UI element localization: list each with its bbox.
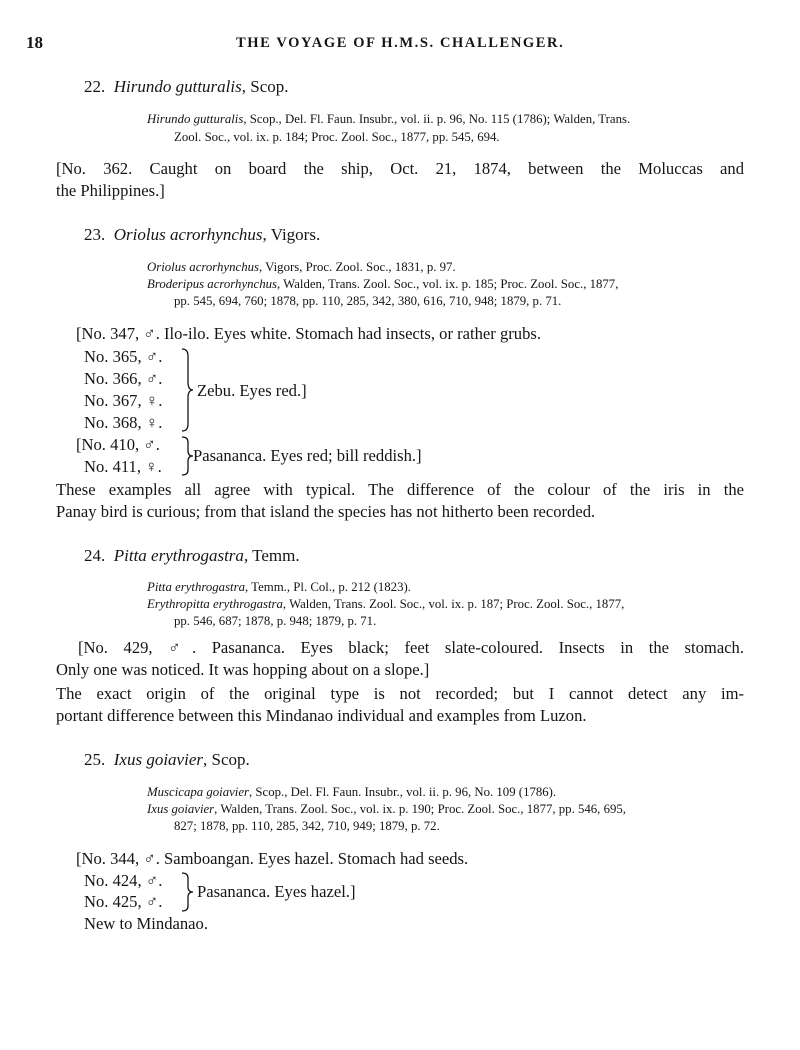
species-number: 24. [84,546,106,565]
remark-line: New to Mindanao. [84,914,208,933]
synonym-line: Erythropitta erythrogastra, Walden, Trans. Zool. Soc., vol. ix. p. 187; Proc. Zool. Soc., 1877, [147,597,625,611]
species-heading-25 [84,750,250,770]
species-heading-22 [84,77,289,97]
remark-line: portant difference between this Mindanao individual and examples from Luzon. [56,706,587,725]
specimen-line: [No. 344, ♂. Samboangan. Eyes hazel. Stomach had seeds. [76,849,469,868]
curly-brace-icon [180,348,194,432]
specimen-line: No. 365, ♂. [84,347,163,366]
synonym-line-cont: pp. 545, 694, 760; 1878, pp. 110, 285, 342, 380, 616, 710, 948; 1879, p. 71. [174,294,562,308]
specimen-group-label: Zebu. Eyes red.] [197,381,307,400]
species-authority: , Scop. [241,77,289,96]
synonym-line-cont: 827; 1878, pp. 110, 285, 342, 710, 949; 1879, p. 72. [174,819,440,833]
specimen-line: [No. 410, ♂. [76,435,160,454]
specimen-group-label: Pasananca. Eyes red; bill reddish.] [193,446,422,465]
note-line: Only one was noticed. It was hopping about on a slope.] [56,660,430,679]
curly-brace-icon [180,872,194,912]
specimen-line: No. 411, ♀. [84,457,162,476]
synonym-line: Hirundo gutturalis, Scop., Del. Fl. Faun. Insubr., vol. ii. p. 96, No. 115 (1786); Walden, Trans. [147,112,631,126]
species-number: 25. [84,750,106,769]
specimen-line: No. 367, ♀. [84,391,163,410]
specimen-line: No. 368, ♀. [84,413,163,432]
species-number: 22. [84,77,106,96]
synonym-line: Broderipus acrorhynchus, Walden, Trans. Zool. Soc., vol. ix. p. 185; Proc. Zool. Soc., 1877, [147,277,619,291]
specimen-line: [No. 347, ♂. Ilo-ilo. Eyes white. Stomach had insects, or rather grubs. [76,324,541,343]
synonym-line-cont: Zool. Soc., vol. ix. p. 184; Proc. Zool. Soc., 1877, pp. 545, 694. [174,130,500,144]
species-name: Oriolus acrorhynchus [113,225,263,244]
specimen-line: No. 424, ♂. [84,871,163,890]
running-title: THE VOYAGE OF H.M.S. CHALLENGER. [236,35,565,51]
synonym-line: Pitta erythrogastra, Temm., Pl. Col., p. 212 (1823). [147,580,411,594]
note-line: [No. 429, ♂. Pasananca. Eyes black; feet slate-coloured. Insects in the stomach. [78,638,744,657]
note-line: [No. 362. Caught on board the ship, Oct. 21, 1874, between the Moluccas and [56,159,744,178]
species-authority: , Vigors. [262,225,321,244]
species-name: Ixus goiavier [113,750,203,769]
specimen-line: No. 425, ♂. [84,892,163,911]
specimen-line: No. 366, ♂. [84,369,163,388]
remark-line: The exact origin of the original type is not recorded; but I cannot detect any im- [56,684,744,703]
synonym-line: Muscicapa goiavier, Scop., Del. Fl. Faun. Insubr., vol. ii. p. 96, No. 109 (1786). [147,785,557,799]
curly-brace-icon [180,436,194,476]
species-authority: , Scop. [202,750,250,769]
specimen-group-label: Pasananca. Eyes hazel.] [197,882,356,901]
synonym-line: Oriolus acrorhynchus, Vigors, Proc. Zool. Soc., 1831, p. 97. [147,260,456,274]
remark-line: These examples all agree with typical. The difference of the colour of the iris in the [56,480,744,499]
species-authority: , Temm. [243,546,300,565]
synonym-line-cont: pp. 546, 687; 1878, p. 948; 1879, p. 71. [174,614,377,628]
remark-line: Panay bird is curious; from that island the species has not hitherto been recorded. [56,502,596,521]
note-line: the Philippines.] [56,181,165,200]
page-number: 18 [26,33,43,52]
species-number: 23. [84,225,106,244]
species-heading-23 [84,225,320,245]
species-name: Hirundo gutturalis [113,77,242,96]
species-heading-24 [84,546,300,566]
synonym-line: Ixus goiavier, Walden, Trans. Zool. Soc., vol. ix. p. 190; Proc. Zool. Soc., 1877, pp. 546, 695, [147,802,626,816]
species-name: Pitta erythrogastra [113,546,244,565]
